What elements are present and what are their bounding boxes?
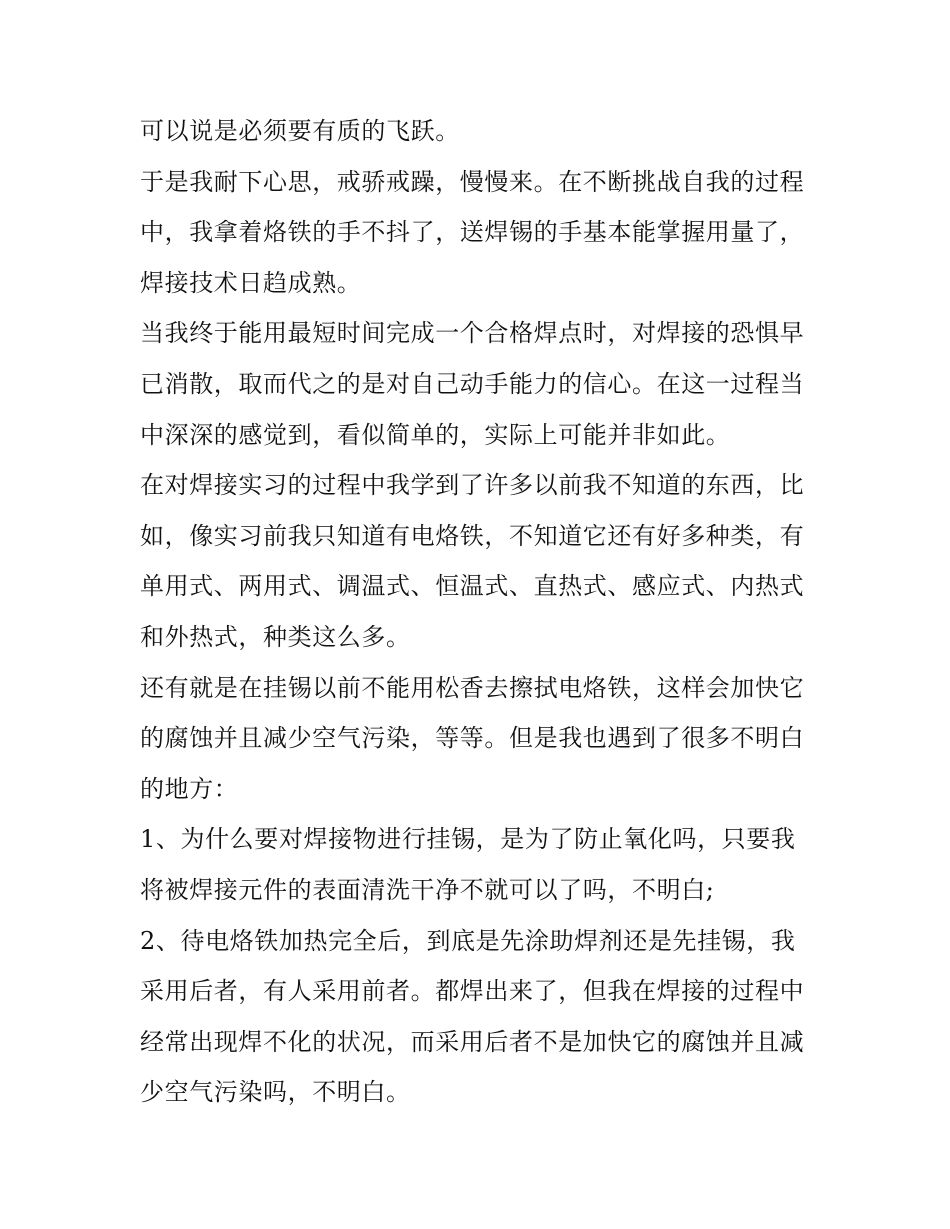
text-line-13: 的腐蚀并且减少空气污染，等等。但是我也遇到了很多不明白 (140, 724, 805, 753)
text-line-2: 于是我耐下心思，戒骄戒躁，慢慢来。在不断挑战自我的过程 (140, 167, 805, 196)
text-line-12: 还有就是在挂锡以前不能用松香去擦拭电烙铁，这样会加快它 (140, 673, 805, 702)
text-line-10: 单用式、两用式、调温式、恒温式、直热式、感应式、内热式 (140, 572, 805, 601)
text-line-20: 少空气污染吗，不明白。 (140, 1078, 411, 1107)
text-line-9: 如，像实习前我只知道有电烙铁，不知道它还有好多种类，有 (140, 521, 805, 550)
text-line-19: 经常出现焊不化的状况，而采用后者不是加快它的腐蚀并且减 (140, 1027, 805, 1056)
text-line-18: 采用后者，有人采用前者。都焊出来了，但我在焊接的过程中 (140, 977, 805, 1006)
text-line-4: 焊接技术日趋成熟。 (140, 268, 362, 297)
text-line-14: 的地方： (140, 774, 239, 803)
document-text (140, 106, 820, 1118)
text-line-15: 1、为什么要对焊接物进行挂锡，是为了防止氧化吗，只要我 (140, 825, 796, 854)
text-line-11: 和外热式，种类这么多。 (140, 622, 411, 651)
text-line-16: 将被焊接元件的表面清洗干净不就可以了吗，不明白; (140, 875, 715, 904)
text-line-1: 可以说是必须要有质的飞跃。 (140, 117, 460, 145)
text-line-8: 在对焊接实习的过程中我学到了许多以前我不知道的东西，比 (140, 471, 805, 500)
text-line-3: 中，我拿着烙铁的手不抖了，送焊锡的手基本能掌握用量了， (140, 218, 805, 247)
text-line-17: 2、待电烙铁加热完全后，到底是先涂助焊剂还是先挂锡，我 (140, 926, 796, 955)
text-line-6: 已消散，取而代之的是对自己动手能力的信心。在这一过程当 (140, 369, 805, 398)
text-line-7: 中深深的感觉到，看似简单的，实际上可能并非如此。 (140, 420, 731, 449)
text-line-5: 当我终于能用最短时间完成一个合格焊点时，对焊接的恐惧早 (140, 319, 805, 348)
